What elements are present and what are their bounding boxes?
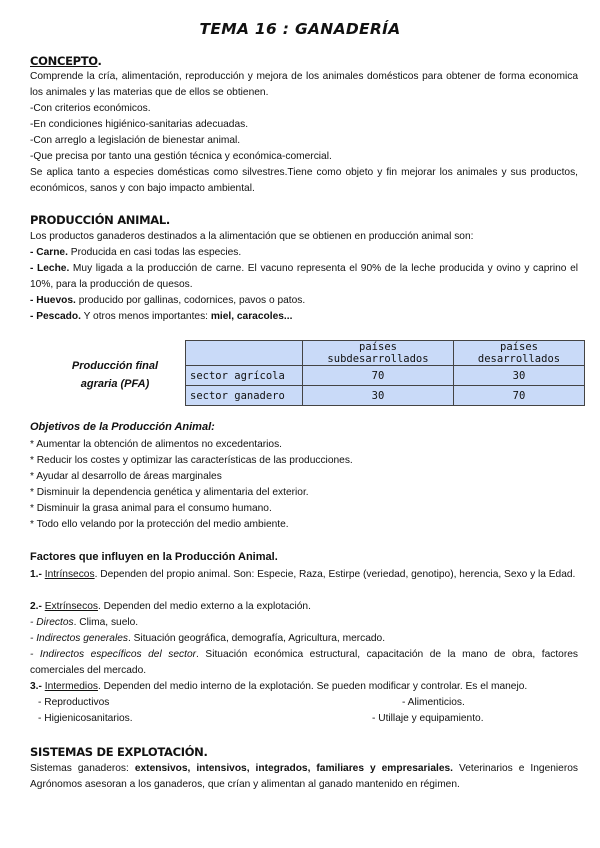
concepto-heading	[30, 54, 102, 68]
indesp-text: . Situación económica estructural, capacitación de la mano de obra, factores comerciales del mercado.	[30, 649, 578, 676]
sistemas-t2: Veterinarios e Ingenieros Agrónomos asesoran a los ganaderos, que crían y alimentan al ganado mantenido en régimen.	[30, 763, 578, 790]
objetivo-item: * Reducir los costes y optimizar las características de las producciones.	[30, 455, 353, 466]
pfa-label-line1: Producción final	[71, 360, 159, 372]
pescado-label: - Pescado.	[30, 311, 81, 322]
indesp-label: - Indirectos específicos del sector	[30, 649, 197, 660]
intermedio-utillaje: - Utillaje y equipamiento.	[372, 713, 484, 724]
produccion-leche	[30, 261, 578, 293]
leche-label: - Leche.	[30, 263, 70, 274]
pfa-row-label: sector ganadero	[186, 386, 303, 406]
f1-num: 1.-	[30, 569, 45, 580]
objetivo-item: * Todo ello velando por la protección del medio ambiente.	[30, 519, 289, 530]
intermedio-alimenticios: - Alimenticios.	[402, 697, 465, 708]
produccion-carne	[30, 245, 578, 261]
f2-text: . Dependen del medio externo a la explotación.	[97, 601, 311, 612]
concepto-item-1: -Con criterios económicos.	[30, 103, 151, 114]
concepto-heading-text: CONCEPTO	[30, 54, 98, 68]
carne-text: Producida en casi todas las especies.	[67, 247, 242, 258]
pfa-label	[40, 357, 190, 393]
sistemas-heading: SISTEMAS DE EXPLOTACIÓN.	[30, 745, 208, 759]
leche-text: Muy ligada a la producción de carne. El vacuno representa el 90% de la leche producida y ovino y caprino el 10%, para la producción de quesos.	[30, 263, 578, 290]
intermedio-reproductivos: - Reproductivos	[38, 697, 110, 708]
sistemas-text	[30, 761, 578, 793]
factor-indirectos-especificos	[30, 647, 578, 679]
produccion-heading: PRODUCCIÓN ANIMAL.	[30, 213, 170, 227]
intermedio-higienicosanitarios: - Higienicosanitarios.	[38, 713, 133, 724]
factor-intrinsecos	[30, 567, 578, 583]
concepto-item-4: -Que precisa por tanto una gestión técnica y económica-comercial.	[30, 151, 332, 162]
f3-label: Intermedios	[44, 681, 98, 692]
concepto-outro: Se aplica tanto a especies domésticas como silvestres.Tiene como objeto y fin mejorar los animales y sus productos, económicos, sanos y con bajo impacto ambiental.	[30, 167, 578, 194]
pfa-table	[185, 340, 585, 406]
f2-num: 2.-	[30, 601, 45, 612]
objetivos-list	[30, 437, 353, 533]
concepto-heading-dot: .	[97, 54, 102, 68]
f1-label: Intrínsecos	[44, 569, 95, 580]
concepto-item-3: -Con arreglo a legislación de bienestar animal.	[30, 135, 241, 146]
objetivo-item: * Aumentar la obtención de alimentos no excedentarios.	[30, 439, 283, 450]
pfa-cell: 30	[303, 386, 454, 406]
pfa-row-agricola	[186, 366, 585, 386]
f1-text: . Dependen del propio animal. Son: Especie, Raza, Estirpe (veriedad, genotipo), herencia, Sexo y la Edad.	[94, 569, 576, 580]
pfa-cell: 70	[454, 386, 585, 406]
factor-intermedios	[30, 679, 578, 695]
indgen-text: . Situación geográfica, demografía, Agricultura, mercado.	[127, 633, 386, 644]
concepto-item-2: -En condiciones higiénico-sanitarias adecuadas.	[30, 119, 249, 130]
concepto-intro: Comprende la cría, alimentación, reproducción y mejora de los animales domésticos para obtener de forma economica los animales y las materias que de ellos se obtienen.	[30, 71, 578, 98]
produccion-pescado	[30, 309, 578, 325]
sistemas-t1: Sistemas ganaderos:	[30, 763, 135, 774]
directos-text: . Clima, suelo.	[73, 617, 139, 628]
f3-num: 3.-	[30, 681, 45, 692]
factor-indirectos-generales	[30, 631, 578, 647]
f3-text: . Dependen del medio interno de la explotación. Se pueden modificar y controlar. Es el manejo.	[97, 681, 528, 692]
objetivo-item: * Ayudar al desarrollo de áreas marginales	[30, 471, 222, 482]
directos-label: - Directos	[30, 617, 74, 628]
produccion-intro: Los productos ganaderos destinados a la alimentación que se obtienen en producción animal son:	[30, 231, 474, 242]
f2-label: Extrínsecos	[44, 601, 98, 612]
pfa-header-row	[186, 341, 585, 366]
factor-extrinsecos	[30, 599, 578, 615]
objetivo-item: * Disminuir la dependencia genética y alimentaria del exterior.	[30, 487, 309, 498]
pescado-bold: miel, caracoles...	[210, 311, 293, 322]
huevos-label: - Huevos.	[30, 295, 76, 306]
factores-heading: Factores que influyen en la Producción Animal.	[30, 551, 278, 563]
pfa-row-ganadero	[186, 386, 585, 406]
carne-label: - Carne.	[30, 247, 68, 258]
pfa-row-label: sector agrícola	[186, 366, 303, 386]
objetivo-item: * Disminuir la grasa animal para el consumo humano.	[30, 503, 272, 514]
document-title: TEMA 16 : GANADERÍA	[199, 20, 401, 38]
indgen-label: - Indirectos generales	[30, 633, 128, 644]
produccion-huevos	[30, 293, 578, 309]
pfa-label-line2: agraria (PFA)	[80, 378, 150, 390]
pfa-corner-cell	[186, 341, 303, 366]
objetivos-heading: Objetivos de la Producción Animal:	[30, 421, 215, 433]
factor-directos	[30, 615, 578, 631]
pfa-header-desarrollados: países desarrollados	[454, 341, 585, 366]
pfa-header-subdesarrollados: países subdesarrollados	[303, 341, 454, 366]
huevos-text: producido por gallinas, codornices, pavos o patos.	[75, 295, 306, 306]
pfa-cell: 30	[454, 366, 585, 386]
sistemas-bold: extensivos, intensivos, integrados, familiares y empresariales.	[134, 763, 453, 774]
pescado-text: Y otros menos importantes:	[80, 311, 211, 322]
pfa-cell: 70	[303, 366, 454, 386]
